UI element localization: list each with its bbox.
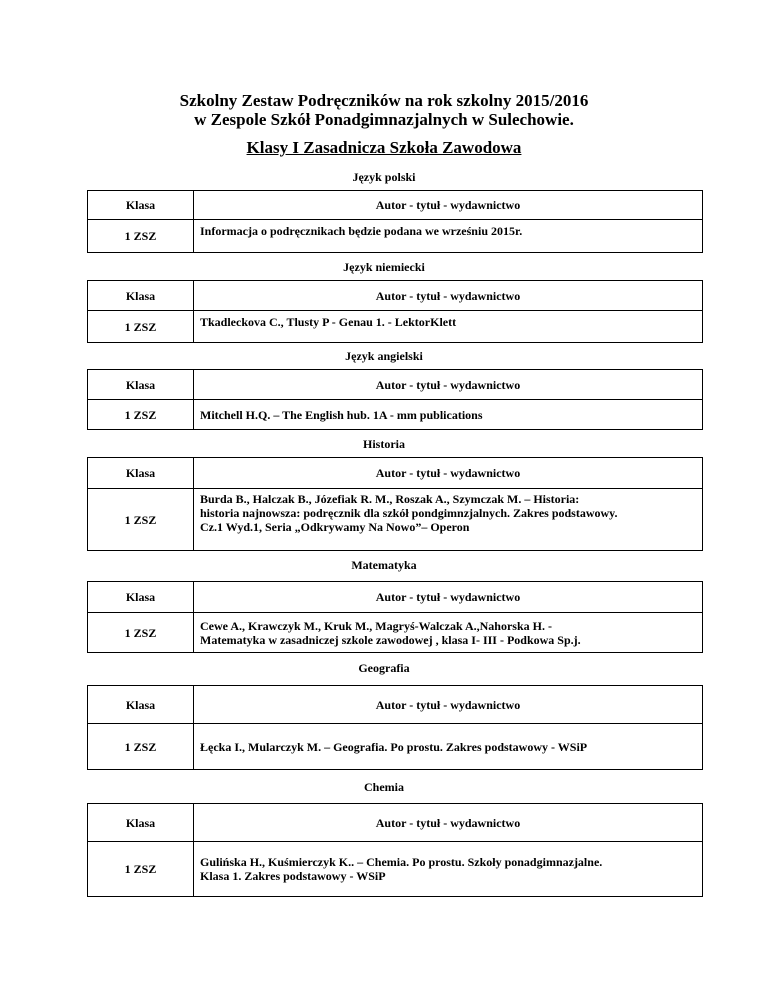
book-line: Mitchell H.Q. – The English hub. 1A - mm publications — [200, 407, 483, 422]
cell-klasa: 1 ZSZ — [88, 724, 194, 770]
cell-klasa: 1 ZSZ — [88, 489, 194, 551]
textbook-table-polish — [87, 190, 703, 253]
book-line: Cz.1 Wyd.1, Seria „Odkrywamy Na Nowo”– Operon — [200, 520, 470, 534]
cell-book — [194, 311, 703, 343]
cell-klasa: 1 ZSZ — [88, 311, 194, 343]
header-klasa: Klasa — [88, 191, 194, 220]
header-klasa: Klasa — [88, 458, 194, 489]
book-line: Klasa 1. Zakres podstawowy - WSiP — [200, 869, 386, 883]
textbook-table-german — [87, 280, 703, 343]
subject-heading-history: Historia — [363, 437, 405, 451]
subject-heading-polish: Język polski — [352, 170, 416, 184]
book-line: historia najnowsza: podręcznik dla szkół pondgimnzjalnych. Zakres podstawowy. — [200, 506, 618, 520]
cell-book — [194, 400, 703, 430]
header-klasa: Klasa — [88, 281, 194, 311]
header-autor: Autor - tytuł - wydawnictwo — [194, 191, 703, 220]
textbook-table-history — [87, 457, 703, 551]
header-autor: Autor - tytuł - wydawnictwo — [194, 686, 703, 724]
document-title-line-1: Szkolny Zestaw Podręczników na rok szkolny 2015/2016 — [179, 91, 589, 110]
textbook-table-chemistry — [87, 803, 703, 897]
cell-klasa: 1 ZSZ — [88, 842, 194, 897]
book-line: Burda B., Halczak B., Józefiak R. M., Roszak A., Szymczak M. – Historia: — [200, 492, 580, 506]
book-line: Cewe A., Krawczyk M., Kruk M., Magryś-Walczak A.,Nahorska H. - — [200, 618, 552, 633]
book-line: Informacja o podręcznikach będzie podana we wrześniu 2015r. — [200, 224, 523, 238]
subject-heading-math: Matematyka — [351, 558, 417, 572]
book-line: Gulińska H., Kuśmierczyk K.. – Chemia. Po prostu. Szkoły ponadgimnazjalne. — [200, 855, 603, 869]
cell-book — [194, 613, 703, 653]
textbook-table-math — [87, 581, 703, 653]
header-autor: Autor - tytuł - wydawnictwo — [194, 370, 703, 400]
subject-heading-geography: Geografia — [358, 661, 410, 675]
cell-klasa: 1 ZSZ — [88, 613, 194, 653]
cell-book — [194, 842, 703, 897]
header-autor: Autor - tytuł - wydawnictwo — [194, 281, 703, 311]
subject-heading-english: Język angielski — [345, 349, 423, 363]
textbook-table-geography — [87, 685, 703, 770]
header-autor: Autor - tytuł - wydawnictwo — [194, 458, 703, 489]
subject-heading-german: Język niemiecki — [343, 260, 425, 274]
book-line: Łęcka I., Mularczyk M. – Geografia. Po prostu. Zakres podstawowy - WSiP — [200, 739, 588, 754]
header-klasa: Klasa — [88, 804, 194, 842]
document-subtitle: Klasy I Zasadnicza Szkoła Zawodowa — [246, 138, 522, 157]
header-klasa: Klasa — [88, 370, 194, 400]
header-klasa: Klasa — [88, 686, 194, 724]
cell-klasa: 1 ZSZ — [88, 400, 194, 430]
cell-klasa: 1 ZSZ — [88, 220, 194, 253]
subject-heading-chemistry: Chemia — [364, 780, 404, 794]
document-title-line-2: w Zespole Szkół Ponadgimnazjalnych w Sulechowie. — [194, 110, 574, 129]
cell-book — [194, 489, 703, 551]
cell-book — [194, 724, 703, 770]
header-klasa: Klasa — [88, 582, 194, 613]
cell-book — [194, 220, 703, 253]
header-autor: Autor - tytuł - wydawnictwo — [194, 804, 703, 842]
book-line: Tkadleckova C., Tlusty P - Genau 1. - LektorKlett — [200, 315, 457, 329]
header-autor: Autor - tytuł - wydawnictwo — [194, 582, 703, 613]
book-line: Matematyka w zasadniczej szkole zawodowej , klasa I- III - Podkowa Sp.j. — [200, 632, 581, 647]
textbook-table-english — [87, 369, 703, 430]
